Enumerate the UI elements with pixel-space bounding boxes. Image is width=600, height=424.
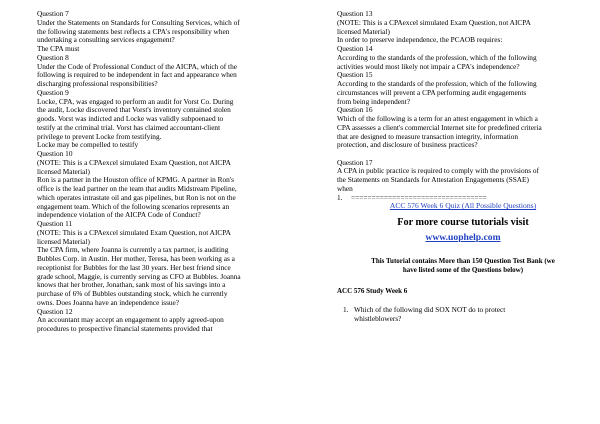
text-line: the following statements best reflects a CPA's responsibility when — [37, 26, 230, 36]
right-column — [337, 10, 589, 323]
tagline-line-1: This Tutorial contains More than 150 Question Test Bank (we — [371, 257, 555, 265]
text-line: which operates intrastate oil and gas pipelines, but Ron is not on the — [37, 192, 236, 202]
left-column — [37, 10, 305, 334]
text-line: the audit, Locke discovered that Vorst's inventory contained stolen — [37, 105, 231, 115]
text-line: According to the standards of the profession, which of the following — [337, 79, 537, 88]
text-line: CPA assesses a client's commercial Internet site for predefined criteria — [337, 122, 542, 132]
text-line: According to the standards of the profession, which of the following — [337, 52, 537, 62]
text-line: undertaking a consulting services engagement? — [37, 35, 175, 45]
text-line: testify at the criminal trial. Vorst has claimed accountant-client — [37, 122, 221, 132]
text-line: Question 15 — [337, 70, 373, 80]
text-line: licensed Material) — [37, 166, 90, 176]
text-line: The CPA must — [37, 44, 80, 53]
text-line: circumstances will prevent a CPA performing audit engagements — [337, 87, 527, 97]
text-line: procedures to prospective financial statements provided that — [37, 324, 213, 333]
text-line: purchase of 6% of Bubbles outstanding stock, which he currently — [37, 289, 228, 298]
tagline-line-2: have listed some of the Questions below) — [402, 265, 524, 274]
text-line: Question 14 — [337, 44, 373, 53]
promo-heading: For more course tutorials visit — [397, 217, 529, 228]
text-line: Question 8 — [37, 52, 69, 62]
text-line: In order to preserve independence, the PCAOB requires: — [337, 35, 503, 45]
text-line: Under the Code of Professional Conduct of the AICPA, which of the — [37, 61, 237, 71]
text-line: discharging professional responsibilities? — [37, 79, 158, 88]
text-line: The CPA firm, where Joanna is currently a tax partner, is auditing — [37, 245, 229, 255]
text-line: Question 16 — [337, 105, 373, 115]
paragraph-gap — [337, 150, 589, 159]
list-item — [337, 306, 589, 324]
text-line: (NOTE: This is a CPAexcel simulated Exam Question, not AICPA — [37, 157, 231, 167]
text-line: licensed Material) — [337, 26, 390, 36]
text-line: Question 9 — [37, 87, 69, 97]
list-text-line-2: whistleblowers? — [354, 313, 402, 323]
text-line: knows that her brother, Jonathan, sank most of his savings into a — [37, 280, 226, 290]
item-number: 1. — [337, 192, 343, 202]
text-line: protection, and disclosure of business practices? — [337, 140, 478, 150]
quiz-link[interactable]: ACC 576 Week 6 Quiz (All Possible Questions) — [389, 201, 537, 211]
text-line: from being independent? — [337, 96, 410, 106]
study-title: ACC 576 Study Week 6 — [337, 287, 408, 296]
list-text-line-1: Which of the following did SOX NOT do to protect — [354, 304, 506, 314]
text-line: the Statements on Standards for Attestation Engagements (SSAE) — [337, 175, 529, 184]
text-line: (NOTE: This is a CPAexcel simulated Exam Question, not AICPA — [337, 17, 531, 27]
text-line: Question 7 — [37, 9, 69, 18]
text-line: independence violation of the AICPA Code of Conduct? — [37, 210, 201, 220]
text-line: office is the lead partner on the team that audits Midstream Pipeline, — [37, 184, 237, 193]
list-number: 1. — [343, 304, 349, 314]
text-line: goods. Vorst was indicted and Locke was validly subpoenaed to — [37, 114, 224, 123]
separator-line: ================================= — [351, 193, 487, 202]
text-line: when — [337, 183, 353, 193]
text-line: that are designed to measure transaction integrity, information — [337, 131, 519, 141]
text-line: A CPA in public practice is required to comply with the provisions of — [337, 166, 539, 176]
text-line: activities would most likely not impair a CPA's independence? — [337, 61, 520, 71]
site-link[interactable]: www.uophelp.com — [425, 232, 501, 243]
text-line: owns. Does Joanna have an independence issue? — [37, 297, 180, 307]
text-line: receptionist for Bubbles for the last 30 years. Her best friend since — [37, 262, 231, 272]
text-line: Locke, CPA, was engaged to perform an audit for Vorst Co. During — [37, 96, 234, 106]
text-line: (NOTE: This is a CPAexcel simulated Exam Question, not AICPA — [37, 227, 231, 237]
text-line: Ron is a partner in the Houston office of KPMG. A partner in Ron's — [37, 175, 234, 185]
text-line: Question 10 — [37, 149, 73, 158]
site-link-line — [337, 231, 589, 244]
quiz-link-line — [337, 202, 589, 211]
text-line: following is required to be independent in fact and appearance when — [37, 70, 237, 80]
text-line: An accountant may accept an engagement to apply agreed-upon — [37, 315, 224, 325]
text-line: Question 13 — [337, 9, 373, 18]
text-line: privilege to prevent Locke from testifying. — [37, 131, 162, 141]
text-line: Bubbles Corp. in Austin. Her mother, Teresa, has been working as a — [37, 254, 235, 263]
list-text — [354, 306, 505, 324]
text-line: grade school, Maggie, is currently serving as CFO at Bubbles. Joanna — [37, 271, 241, 281]
text-line: Under the Statements on Standards for Consulting Services, which of — [37, 17, 240, 27]
text-line: Question 11 — [37, 219, 73, 228]
tagline — [337, 257, 589, 274]
text-line: licensed Material) — [37, 236, 90, 246]
text-line: Which of the following is a term for an attest engagement in which a — [337, 114, 538, 123]
text-line: Locke may be compelled to testify — [37, 140, 139, 150]
text-line: Question 17 — [337, 157, 373, 167]
text-line: Question 12 — [37, 306, 73, 316]
text-line: engagement team. Which of the following scenarios represents an — [37, 201, 230, 211]
